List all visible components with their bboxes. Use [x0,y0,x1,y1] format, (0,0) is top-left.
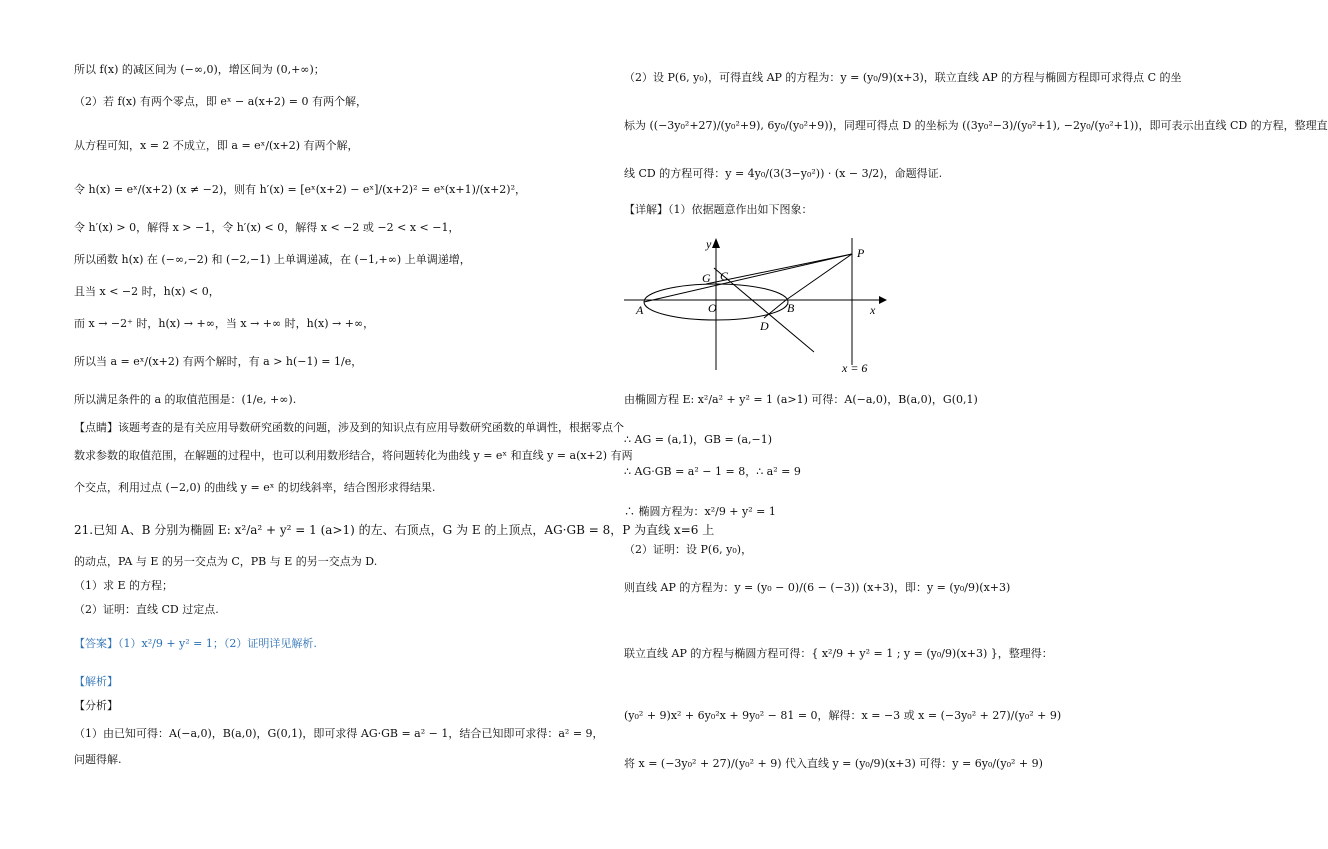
label-x6: x = 6 [842,361,868,375]
analysis-heading: 【分析】 [74,699,118,712]
text-line: 联立直线 AP 的方程与椭圆方程可得：{ x²/9 + y² = 1 ; y = (y₀/9)(x+3) }，整理得： [624,647,1053,660]
text-line: 所以当 a = eˣ/(x+2) 有两个解时，有 a > h(−1) = 1/e， [74,355,363,368]
text-line: （2）若 f(x) 有两个零点，即 eˣ − a(x+2) = 0 有两个解， [74,95,367,108]
text-line: 将 x = (−3y₀² + 27)/(y₀² + 9) 代入直线 y = (y₀/9)(x+3) 可得：y = 6y₀/(y₀² + 9) [624,757,1043,770]
text-line: (y₀² + 9)x² + 6y₀²x + 9y₀² − 81 = 0，解得：x = −3 或 x = (−3y₀² + 27)/(y₀² + 9) [624,709,1062,722]
label-a: A [636,303,644,317]
analysis-tag: 【解析】 [74,675,118,688]
text-line: （2）证明：设 P(6, y₀)， [624,543,753,556]
y-axis-arrow [712,238,720,248]
line-ap [644,254,852,302]
question-21: 21.已知 A、B 分别为椭圆 E: x²/a² + y² = 1 (a>1) 的左、右顶点，G 为 E 的上顶点，AG·GB = 8，P 为直线 x=6 上 [74,523,715,537]
text-line: 由椭圆方程 E: x²/a² + y² = 1 (a>1) 可得：A(−a,0)，B(a,0)，G(0,1) [624,393,978,406]
ellipse-figure [624,230,894,380]
text-line: 所以函数 h(x) 在 (−∞,−2) 和 (−2,−1) 上单调递减，在 (−1,+∞) 上单调递增， [74,253,471,266]
text-line: 问题得解. [74,753,122,766]
text-line: 【点睛】该题考查的是有关应用导数研究函数的问题，涉及到的知识点有应用导数研究函数的单调性，根据零点个 [74,421,624,434]
text-line: （2）证明：直线 CD 过定点. [74,603,219,616]
text-line: 数求参数的取值范围，在解题的过程中，也可以利用数形结合，将问题转化为曲线 y = eˣ 和直线 y = a(x+2) 有两 [74,449,633,462]
text-line: 令 h(x) = eˣ/(x+2) (x ≠ −2)，则有 h′(x) = [eˣ(x+2) − eˣ]/(x+2)² = eˣ(x+1)/(x+2)²， [74,183,526,196]
x-axis-arrow [879,296,887,304]
text-line: 线 CD 的方程可得：y = 4y₀/(3(3−y₀²)) · (x − 3/2)，命题得证. [624,167,943,180]
label-p: P [857,246,865,260]
text-line: 个交点，利用过点 (−2,0) 的曲线 y = eˣ 的切线斜率，结合图形求得结果. [74,481,436,494]
text-line: （1）求 E 的方程； [74,579,174,592]
answer-line: 【答案】（1）x²/9 + y² = 1；（2）证明详见解析. [74,637,317,650]
text-line: 从方程可知，x = 2 不成立，即 a = eˣ/(x+2) 有两个解， [74,139,359,152]
label-y: y [706,237,712,251]
label-c: C [720,269,729,283]
text-line: ∴ 椭圆方程为：x²/9 + y² = 1 [624,505,776,518]
label-g: G [702,271,711,285]
text-line: 所以满足条件的 a 的取值范围是：(1/e, +∞). [74,393,297,406]
text-line: （2）设 P(6, y₀)，可得直线 AP 的方程为：y = (y₀/9)(x+3)，联立直线 AP 的方程与椭圆方程即可求得点 C 的坐 [624,71,1182,84]
text-line: 而 x → −2⁺ 时，h(x) → +∞，当 x → +∞ 时，h(x) → +∞， [74,317,375,330]
label-d: D [760,319,769,333]
text-line: （1）由已知可得：A(−a,0)，B(a,0)，G(0,1)，即可求得 AG·GB = a² − 1，结合已知即可求得：a² = 9， [74,727,604,740]
text-line: 则直线 AP 的方程为：y = (y₀ − 0)/(6 − (−3)) (x+3)，即：y = (y₀/9)(x+3) [624,581,1011,594]
line-cd [714,268,814,352]
detail-heading: 【详解】（1）依据题意作出如下图象： [624,203,813,216]
text-line: ∴ AG = (a,1)，GB = (a,−1) [624,433,773,446]
label-b: B [787,301,795,315]
text-line: 的动点，PA 与 E 的另一交点为 C，PB 与 E 的另一交点为 D. [74,555,378,568]
text-line: 标为 ((−3y₀²+27)/(y₀²+9), 6y₀/(y₀²+9))，同理可得点 D 的坐标为 ((3y₀²−3)/(y₀²+1), −2y₀/(y₀²+1))，即可表示出直线 CD 的方程，整理直 [624,119,1328,132]
label-o: O [708,301,717,315]
text-line: 令 h′(x) > 0，解得 x > −1，令 h′(x) < 0，解得 x < −2 或 −2 < x < −1， [74,221,460,234]
text-line: 所以 f(x) 的减区间为 (−∞,0)，增区间为 (0,+∞)； [74,63,325,76]
label-x: x [870,303,876,317]
text-line: 且当 x < −2 时，h(x) < 0， [74,285,220,298]
text-line: ∴ AG·GB = a² − 1 = 8，∴ a² = 9 [624,465,801,478]
